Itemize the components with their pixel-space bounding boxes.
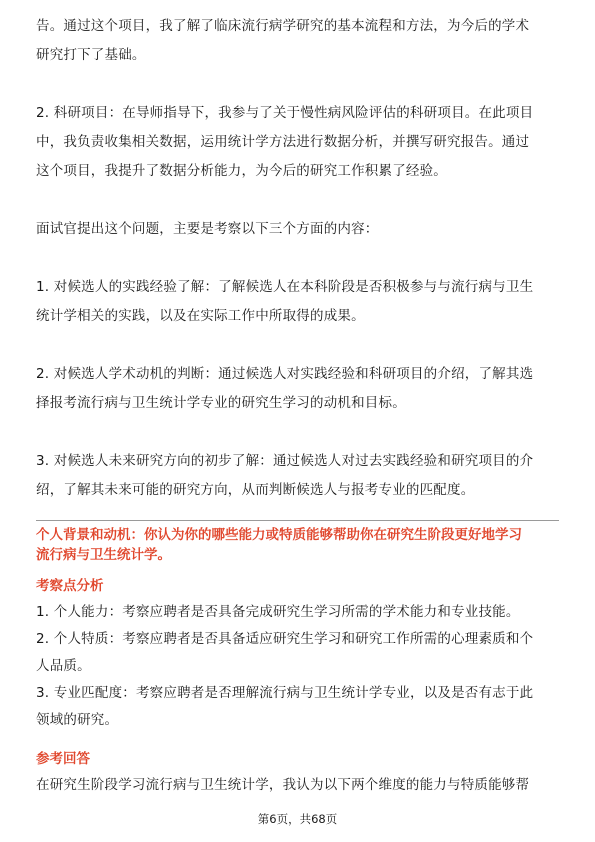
analysis-item: 人品质。 [36, 658, 91, 674]
document-body-upper [36, 12, 559, 505]
analysis-heading: 考察点分析 [36, 578, 104, 594]
question-line: 流行病与卫生统计学。 [36, 547, 171, 563]
spacer [36, 244, 559, 273]
paragraph-line: 绍，了解其未来可能的研究方向，从而判断候选人与报考专业的匹配度。 [36, 482, 475, 498]
paragraph-line: 2. 科研项目：在导师指导下，我参与了关于慢性病风险评估的科研项目。在此项目 [36, 105, 534, 121]
document-body-lower [36, 575, 559, 799]
spacer [36, 70, 559, 99]
paragraph-line: 3. 对候选人未来研究方向的初步了解：通过候选人对过去实践经验和研究项目的介 [36, 453, 534, 469]
answer-heading: 参考回答 [36, 751, 90, 767]
analysis-item: 领域的研究。 [36, 712, 119, 728]
analysis-item: 1. 个人能力：考察应聘者是否具备完成研究生学习所需的学术能力和专业技能。 [36, 604, 520, 620]
paragraph-line: 2. 对候选人学术动机的判断：通过候选人对实践经验和科研项目的介绍，了解其选 [36, 366, 534, 382]
spacer [36, 186, 559, 215]
paragraph-line: 这个项目，我提升了数据分析能力，为今后的研究工作积累了经验。 [36, 163, 447, 179]
interview-question [36, 525, 559, 565]
page-number: 第6页，共68页 [257, 812, 338, 826]
spacer [36, 418, 559, 447]
analysis-item: 2. 个人特质：考察应聘者是否具备适应研究生学习和研究工作所需的心理素质和个 [36, 631, 534, 647]
section-divider [36, 520, 559, 521]
question-line: 个人背景和动机：你认为你的哪些能力或特质能够帮助你在研究生阶段更好地学习 [36, 527, 522, 543]
paragraph-line: 中，我负责收集相关数据，运用统计学方法进行数据分析，并撰写研究报告。通过 [36, 134, 530, 150]
paragraph-line: 1. 对候选人的实践经验了解：了解候选人在本科阶段是否积极参与与流行病与卫生 [36, 279, 534, 295]
paragraph-line: 择报考流行病与卫生统计学专业的研究生学习的动机和目标。 [36, 395, 406, 411]
spacer [36, 331, 559, 360]
paragraph-line: 告。通过这个项目，我了解了临床流行病学研究的基本流程和方法，为今后的学术 [36, 18, 530, 34]
analysis-item: 3. 专业匹配度：考察应聘者是否理解流行病与卫生统计学专业，以及是否有志于此 [36, 685, 534, 701]
paragraph-line: 研究打下了基础。 [36, 47, 146, 63]
paragraph-line: 统计学相关的实践，以及在实际工作中所取得的成果。 [36, 308, 365, 324]
answer-line: 在研究生阶段学习流行病与卫生统计学，我认为以下两个维度的能力与特质能够帮 [36, 777, 530, 793]
paragraph-line: 面试官提出这个问题，主要是考察以下三个方面的内容： [36, 221, 379, 237]
